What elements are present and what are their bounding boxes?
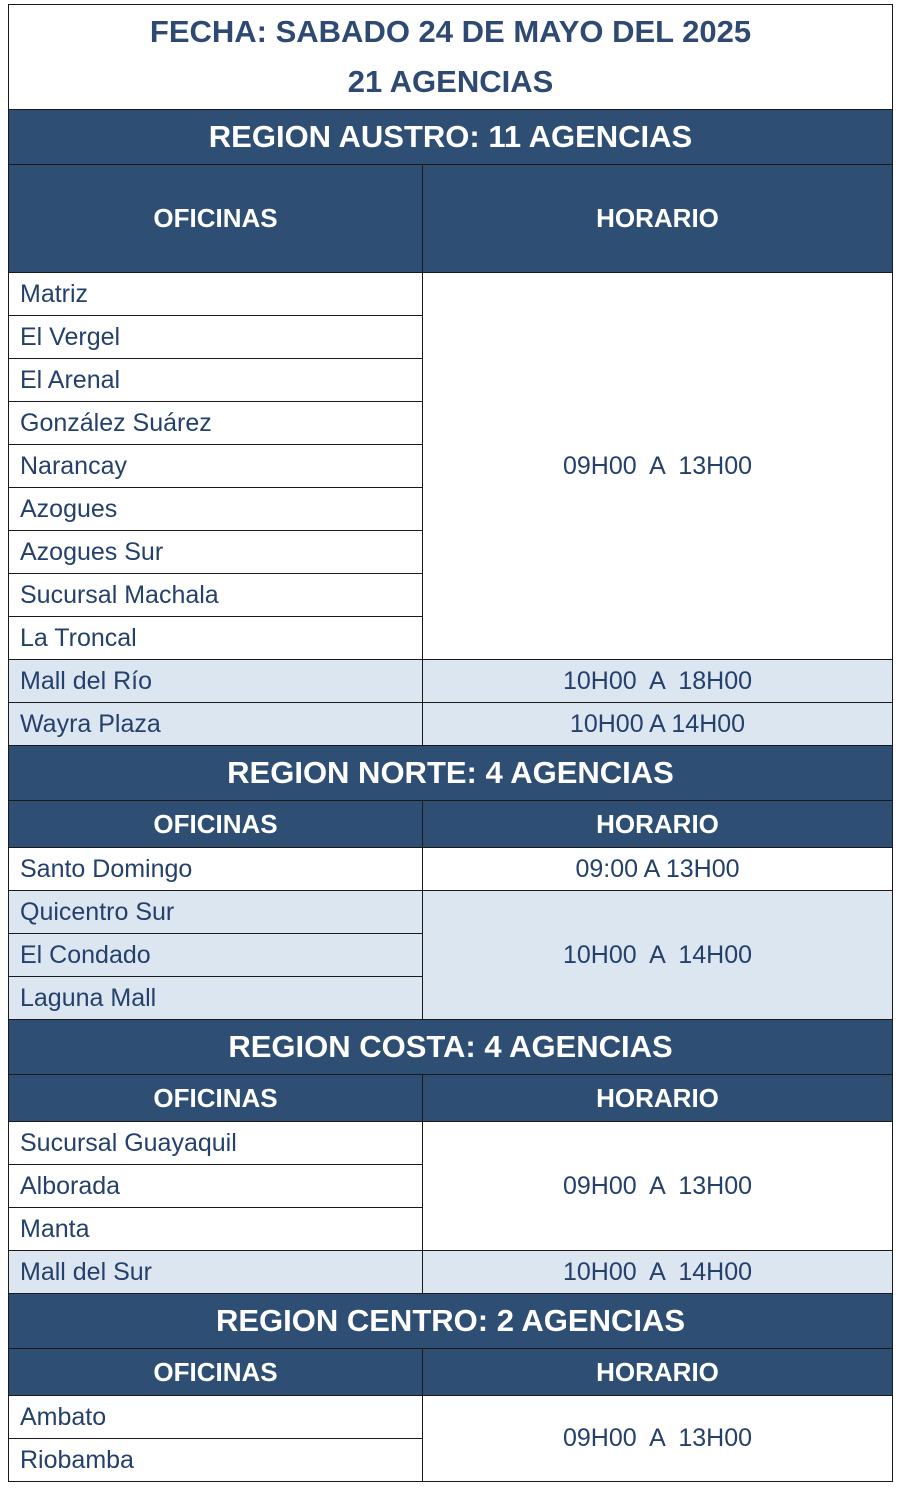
office-cell: Laguna Mall	[9, 977, 423, 1020]
hours-cell: 09H00 A 13H00	[423, 273, 893, 660]
office-cell: Sucursal Machala	[9, 574, 423, 617]
office-cell: El Vergel	[9, 316, 423, 359]
office-cell: Matriz	[9, 273, 423, 316]
office-cell: Manta	[9, 1208, 423, 1251]
hours-column-header: HORARIO	[423, 165, 893, 273]
page-title	[9, 5, 893, 110]
region-austro-header: REGION AUSTRO: 11 AGENCIAS	[9, 110, 893, 165]
office-cell: El Arenal	[9, 359, 423, 402]
hours-column-header: HORARIO	[423, 801, 893, 848]
office-cell: Narancay	[9, 445, 423, 488]
offices-column-header: OFICINAS	[9, 1349, 423, 1396]
region-costa-header: REGION COSTA: 4 AGENCIAS	[9, 1020, 893, 1075]
hours-cell: 09H00 A 13H00	[423, 1396, 893, 1482]
office-cell: Riobamba	[9, 1439, 423, 1482]
office-cell: Mall del Sur	[9, 1251, 423, 1294]
offices-column-header: OFICINAS	[9, 1075, 423, 1122]
office-cell: Santo Domingo	[9, 848, 423, 891]
offices-column-header: OFICINAS	[9, 801, 423, 848]
office-cell: Ambato	[9, 1396, 423, 1439]
office-cell: Mall del Río	[9, 660, 423, 703]
hours-cell: 10H00 A 14H00	[423, 1251, 893, 1294]
hours-cell: 10H00 A 14H00	[423, 891, 893, 1020]
title-date: FECHA: SABADO 24 DE MAYO DEL 2025	[149, 14, 752, 49]
office-cell: Alborada	[9, 1165, 423, 1208]
office-cell: Azogues	[9, 488, 423, 531]
hours-cell: 09H00 A 13H00	[423, 1122, 893, 1251]
office-cell: La Troncal	[9, 617, 423, 660]
hours-cell: 10H00 A 18H00	[423, 660, 893, 703]
agency-schedule-table	[8, 4, 893, 1482]
hours-cell: 10H00 A 14H00	[423, 703, 893, 746]
office-cell: González Suárez	[9, 402, 423, 445]
office-cell: Sucursal Guayaquil	[9, 1122, 423, 1165]
hours-column-header: HORARIO	[423, 1075, 893, 1122]
region-norte-header: REGION NORTE: 4 AGENCIAS	[9, 746, 893, 801]
office-cell: Azogues Sur	[9, 531, 423, 574]
title-agency-count: 21 AGENCIAS	[347, 64, 554, 99]
office-cell: Quicentro Sur	[9, 891, 423, 934]
hours-cell: 09:00 A 13H00	[423, 848, 893, 891]
offices-column-header: OFICINAS	[9, 165, 423, 273]
region-centro-header: REGION CENTRO: 2 AGENCIAS	[9, 1294, 893, 1349]
office-cell: Wayra Plaza	[9, 703, 423, 746]
hours-column-header: HORARIO	[423, 1349, 893, 1396]
office-cell: El Condado	[9, 934, 423, 977]
